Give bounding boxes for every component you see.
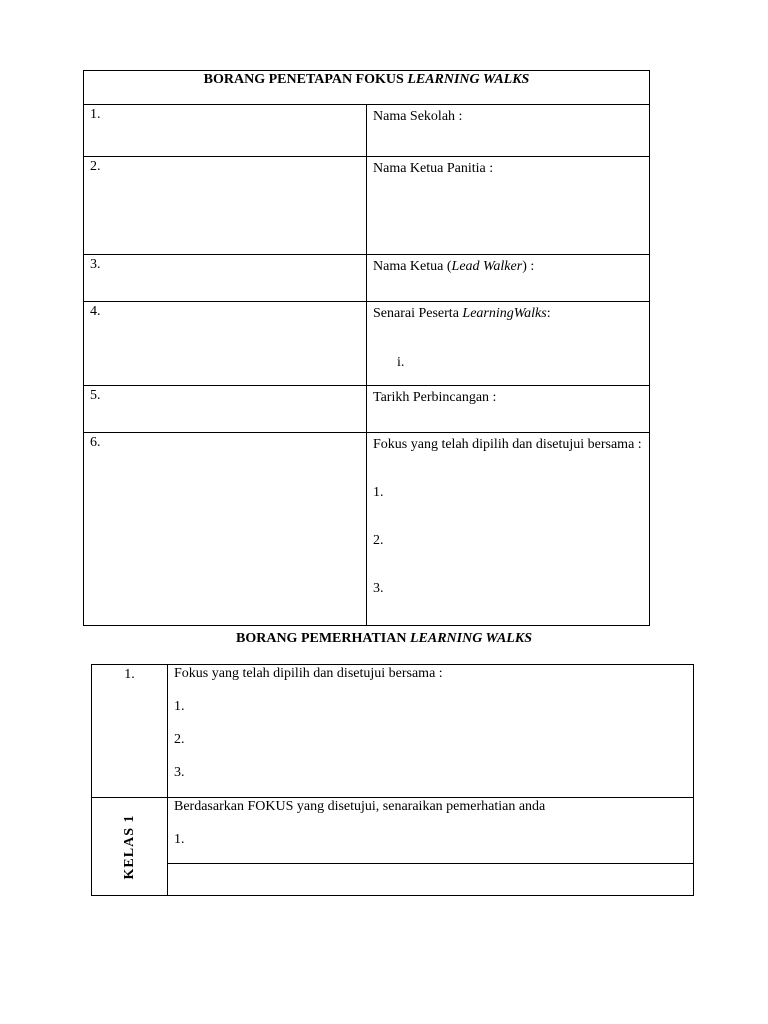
form1-row-discussion-date xyxy=(84,386,650,433)
form2-title-italic: LEARNING WALKS xyxy=(409,631,532,646)
observation-form-table xyxy=(91,664,694,896)
form2-row-focus xyxy=(92,665,694,798)
blank-entry-field[interactable] xyxy=(168,864,694,896)
form2-row-observation xyxy=(92,798,694,864)
form1-row-school-name xyxy=(84,105,650,157)
form1-row-panel-head xyxy=(84,157,650,255)
field-label: Tarikh Perbincangan : xyxy=(373,390,497,405)
form1-row-lead-walker xyxy=(84,255,650,302)
school-name-field[interactable] xyxy=(367,105,650,157)
focus-list-item: 3. xyxy=(174,765,185,780)
focus-list-item: 3. xyxy=(373,581,384,596)
form2-focus-field[interactable] xyxy=(168,665,694,798)
observation-field[interactable] xyxy=(168,798,694,864)
form1-row-participants xyxy=(84,302,650,386)
field-label: Fokus yang telah dipilih dan disetujui bersama : xyxy=(174,666,443,681)
panel-head-field[interactable] xyxy=(367,157,650,255)
focus-field[interactable] xyxy=(367,433,650,626)
row-number: 2. xyxy=(84,157,367,255)
row-number: 1. xyxy=(84,105,367,157)
row-number: 3. xyxy=(84,255,367,302)
focus-list xyxy=(373,485,649,597)
focus-list-item: 1. xyxy=(174,699,185,714)
discussion-date-field[interactable] xyxy=(367,386,650,433)
class-label: KELAS 1 xyxy=(121,814,137,879)
observation-list-item: 1. xyxy=(174,832,185,847)
row-number: 4. xyxy=(84,302,367,386)
row-number: 1. xyxy=(92,665,168,798)
field-label: Nama Ketua (Lead Walker) : xyxy=(373,259,535,274)
form2-row-blank xyxy=(92,864,694,896)
participant-list-item: i. xyxy=(397,355,405,370)
focus-setting-form-table xyxy=(83,70,650,626)
row-number: 5. xyxy=(84,386,367,433)
form2-title: BORANG PEMERHATIAN LEARNING WALKS xyxy=(236,631,532,646)
form1-title-italic: LEARNING WALKS xyxy=(407,72,530,87)
class-label-cell xyxy=(92,798,168,896)
field-label: Nama Sekolah : xyxy=(373,109,463,124)
focus-list-item: 1. xyxy=(373,485,384,500)
field-label: Senarai Peserta LearningWalks: xyxy=(373,306,551,321)
field-label: Nama Ketua Panitia : xyxy=(373,161,494,176)
row-number: 6. xyxy=(84,433,367,626)
lead-walker-field[interactable] xyxy=(367,255,650,302)
participants-field[interactable] xyxy=(367,302,650,386)
focus-list-item: 2. xyxy=(373,533,384,548)
field-label: Fokus yang telah dipilih dan disetujui bersama : xyxy=(373,437,642,452)
focus-list-item: 2. xyxy=(174,732,185,747)
form1-row-focus xyxy=(84,433,650,626)
form1-title: BORANG PENETAPAN FOKUS LEARNING WALKS xyxy=(84,71,650,105)
field-label: Berdasarkan FOKUS yang disetujui, senaraikan pemerhatian anda xyxy=(174,799,546,814)
